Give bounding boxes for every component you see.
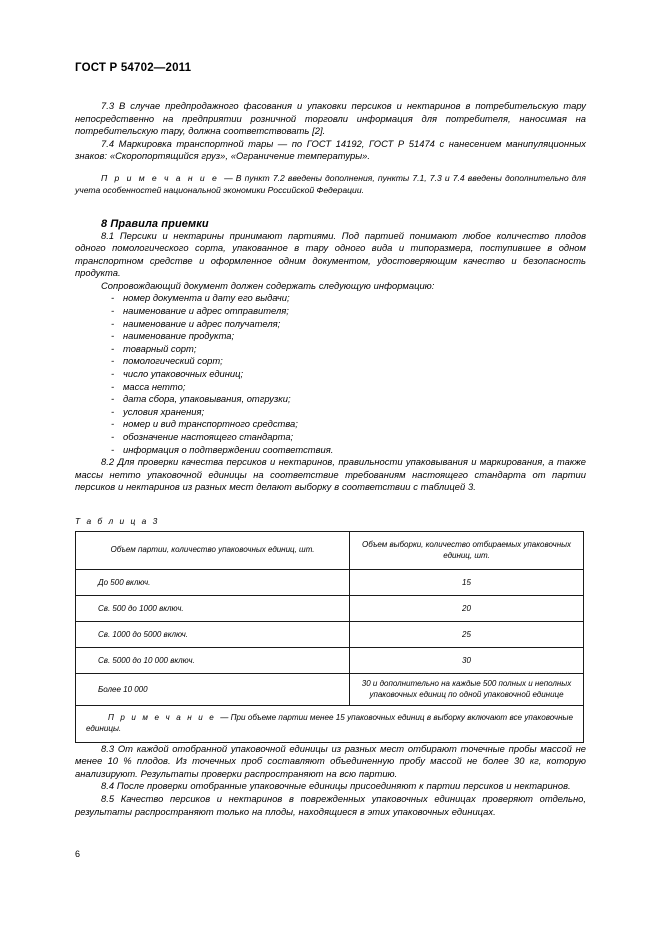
note-text: — В пункт 7.2 введены дополнения, пункты 7.1, 7.3 и 7.4 введены дополнительно для учета особенностей национальной экономики Российской Федерации.	[75, 172, 586, 195]
list-item-label: номер и вид транспортного средства;	[123, 418, 298, 430]
table-header-row	[76, 531, 584, 569]
list-dash-marker: -	[111, 443, 115, 455]
list-item-label: товарный сорт;	[123, 342, 197, 354]
list-item-label: номер документа и дату его выдачи;	[123, 292, 290, 304]
list-item	[75, 381, 586, 394]
list-item-label: число упаковочных единиц;	[123, 368, 244, 380]
list-item-label: масса нетто;	[123, 380, 186, 392]
list-dash-marker: -	[111, 431, 115, 442]
clause-8-1-list-lead-in: Сопровождающий документ должен содержать следующую информацию:	[101, 279, 435, 291]
list-item	[75, 330, 586, 343]
table-cell-lot-volume: Св. 1000 до 5000 включ.	[76, 621, 350, 647]
list-item-label: помологический сорт;	[123, 355, 223, 367]
list-item-label: дата сбора, упаковывания, отгрузки;	[123, 393, 291, 405]
table-note-cell	[76, 705, 584, 742]
note-label: П р и м е ч а н и е	[101, 172, 225, 183]
list-item	[75, 444, 586, 457]
section-8-heading: 8 Правила приемки	[101, 217, 209, 230]
list-dash-marker: -	[111, 330, 115, 342]
list-item	[75, 393, 586, 406]
list-dash-marker: -	[111, 405, 115, 417]
list-item-label: наименование и адрес отправителя;	[123, 305, 289, 317]
table-column-header-sample-volume: Объем выборки, количество отбираемых упаковочных единиц, шт.	[350, 531, 584, 569]
clause-7-4-paragraph: 7.4 Маркировка транспортной тары — по ГОСТ 14192, ГОСТ Р 51474 с нанесением манипуляционных знаков: «Скоропортящийся груз», «Ограничение температуры».	[75, 137, 586, 162]
table-row	[76, 621, 584, 647]
note-after-clause-7	[75, 172, 586, 196]
table-cell-sample-volume: 25	[350, 621, 584, 647]
table-note-text: — При объеме партии менее 15 упаковочных единиц в выборку включают все упаковочные единицы.	[86, 712, 573, 734]
table-row	[76, 673, 584, 705]
list-item-label: информация о подтверждении соответствия.	[123, 443, 334, 455]
table-cell-lot-volume: Св. 500 до 1000 включ.	[76, 595, 350, 621]
list-item-label: обозначение настоящего стандарта;	[123, 431, 294, 442]
document-header-standard-number: ГОСТ Р 54702—2011	[75, 62, 192, 74]
list-dash-marker: -	[111, 380, 115, 392]
list-item	[75, 431, 586, 444]
list-item	[75, 343, 586, 356]
page-number: 6	[75, 849, 81, 859]
list-dash-marker: -	[111, 418, 115, 430]
clause-8-1-paragraph: 8.1 Персики и нектарины принимают партиями. Под партией понимают любое количество плодов одного помологического сорта, упакованное в тару одного вида и типоразмера, поступившее в одном транспортном средстве и оформленное одним документом, удостоверяющим качество и безопасность продукта.	[75, 229, 586, 279]
clause-8-4-paragraph: 8.4 После проверки отобранные упаковочные единицы присоединяют к партии персиков и нектаринов.	[101, 780, 571, 792]
list-dash-marker: -	[111, 393, 115, 405]
list-item	[75, 355, 586, 368]
table-3-sampling-volumes	[75, 531, 584, 743]
clause-8-3-paragraph: 8.3 От каждой отобранной упаковочной единицы из разных мест отбирают точечные пробы массой не менее 10 % плодов. Из точечных проб составляют объединенную пробу массой не более 30 кг, которую анализируют. Результаты проверки распространяют на всю партию.	[75, 742, 586, 779]
table-cell-sample-volume: 20	[350, 595, 584, 621]
list-dash-marker: -	[111, 305, 115, 317]
clause-8-5-paragraph: 8.5 Качество персиков и нектаринов в поврежденных упаковочных единицах проверяют отдельно, результаты распространяют только на плоды, находящиеся в этих упаковочных единицах.	[75, 793, 586, 817]
table-row	[76, 595, 584, 621]
list-dash-marker: -	[111, 292, 115, 304]
table-3-caption: Т а б л и ц а 3	[75, 515, 160, 526]
list-dash-marker: -	[111, 355, 115, 367]
table-cell-lot-volume: До 500 включ.	[76, 569, 350, 595]
table-row	[76, 569, 584, 595]
table-cell-sample-volume: 30	[350, 647, 584, 673]
list-item	[75, 368, 586, 381]
accompanying-document-info-list	[75, 292, 586, 456]
table-cell-lot-volume: Более 10 000	[76, 673, 350, 705]
list-item	[75, 418, 586, 431]
table-column-header-lot-volume: Объем партии, количество упаковочных единиц, шт.	[76, 531, 350, 569]
list-item-label: наименование продукта;	[123, 330, 235, 342]
clause-7-3-paragraph: 7.3 В случае предпродажного фасования и упаковки персиков и нектаринов в потребительскую тару непосредственно на предприятии розничной торговли информация для потребителя, наносимая на потребительскую тару, должна соответствовать [2].	[75, 100, 586, 137]
list-item-label: условия хранения;	[123, 405, 205, 417]
list-dash-marker: -	[111, 342, 115, 354]
table-note-row	[76, 705, 584, 742]
table-row	[76, 647, 584, 673]
table-cell-sample-volume: 15	[350, 569, 584, 595]
list-item-label: наименование и адрес получателя;	[123, 317, 281, 329]
table-note-label: П р и м е ч а н и е	[108, 712, 221, 722]
list-item	[75, 305, 586, 318]
page-content	[75, 62, 586, 818]
list-item	[75, 292, 586, 305]
table-cell-lot-volume: Св. 5000 до 10 000 включ.	[76, 647, 350, 673]
list-dash-marker: -	[111, 317, 115, 329]
table-cell-sample-volume: 30 и дополнительно на каждые 500 полных и неполных упаковочных единиц по одной упаковочной единице	[350, 673, 584, 705]
clause-8-2-paragraph: 8.2 Для проверки качества персиков и нектаринов, правильности упаковывания и маркирования, а также массы нетто упаковочной единицы на соответствие требованиям настоящего стандарта от партии персиков и нектаринов из разных мест делают выборку в соответствии с таблицей 3.	[75, 456, 586, 493]
list-item	[75, 406, 586, 419]
list-dash-marker: -	[111, 368, 115, 380]
list-item	[75, 318, 586, 331]
